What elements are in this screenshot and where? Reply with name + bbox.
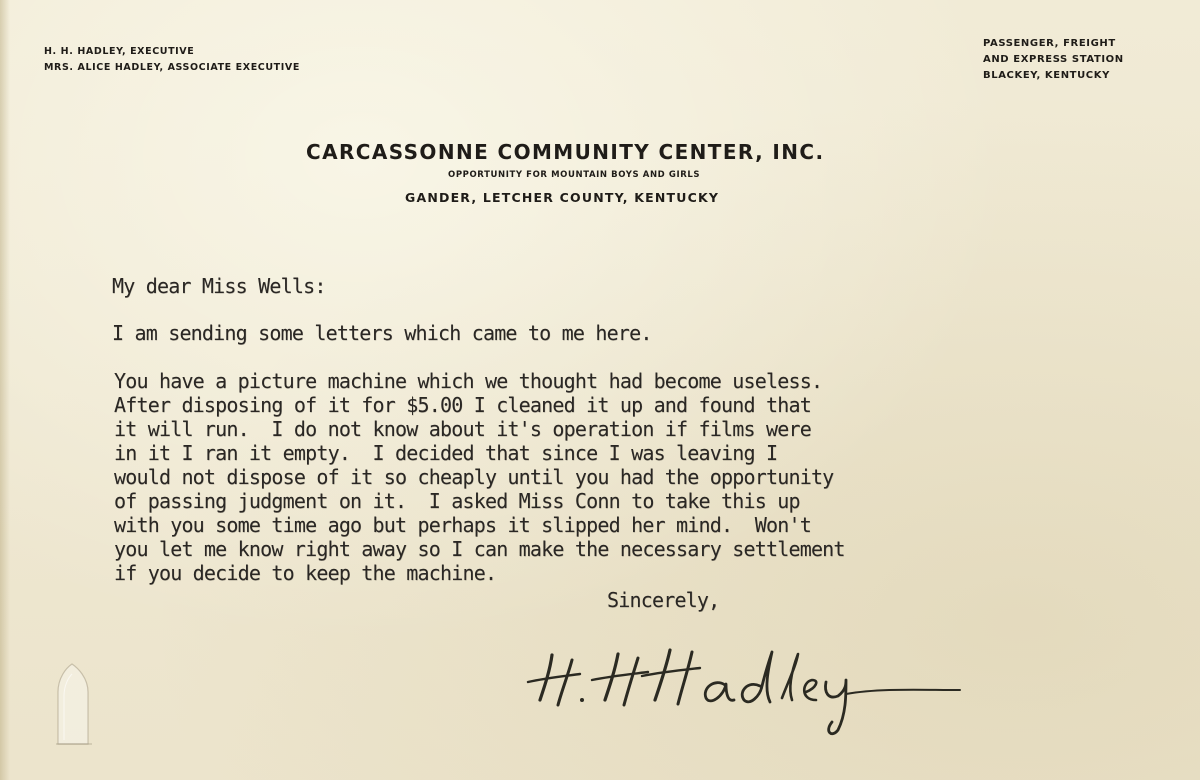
body-line: would not dispose of it so cheaply until you had the opportunity bbox=[114, 465, 834, 489]
embossed-tab-mark bbox=[50, 662, 98, 746]
body-line: you let me know right away so I can make the necessary settlement bbox=[114, 537, 845, 561]
organization-address: GANDER, LETCHER COUNTY, KENTUCKY bbox=[405, 190, 720, 205]
paper-edge-shadow bbox=[0, 0, 10, 780]
closing: Sincerely, bbox=[607, 588, 720, 612]
body-line: in it I ran it empty. I decided that since I was leaving I bbox=[114, 441, 778, 465]
paragraph-2 bbox=[114, 369, 845, 585]
station-line-2: AND EXPRESS STATION bbox=[983, 54, 1124, 65]
signature bbox=[520, 630, 970, 740]
organization-name: CARCASSONNE COMMUNITY CENTER, INC. bbox=[306, 140, 825, 164]
body-line: with you some time ago but perhaps it slipped her mind. Won't bbox=[114, 513, 811, 537]
body-line: After disposing of it for $5.00 I cleaned it up and found that bbox=[114, 393, 811, 417]
organization-tagline: OPPORTUNITY FOR MOUNTAIN BOYS AND GIRLS bbox=[448, 170, 701, 180]
body-line: of passing judgment on it. I asked Miss Conn to take this up bbox=[114, 489, 800, 513]
station-line-1: PASSENGER, FREIGHT bbox=[983, 38, 1116, 49]
body-line: it will run. I do not know about it's operation if films were bbox=[114, 417, 811, 441]
salutation: My dear Miss Wells: bbox=[112, 274, 326, 298]
station-line-3: BLACKEY, KENTUCKY bbox=[983, 70, 1110, 81]
associate-executive-line: MRS. ALICE HADLEY, ASSOCIATE EXECUTIVE bbox=[44, 62, 300, 73]
paragraph-1: I am sending some letters which came to me here. bbox=[112, 321, 652, 345]
body-line: if you decide to keep the machine. bbox=[114, 561, 497, 585]
executive-line: H. H. HADLEY, EXECUTIVE bbox=[44, 46, 195, 57]
body-line: You have a picture machine which we thought had become useless. bbox=[114, 369, 823, 393]
